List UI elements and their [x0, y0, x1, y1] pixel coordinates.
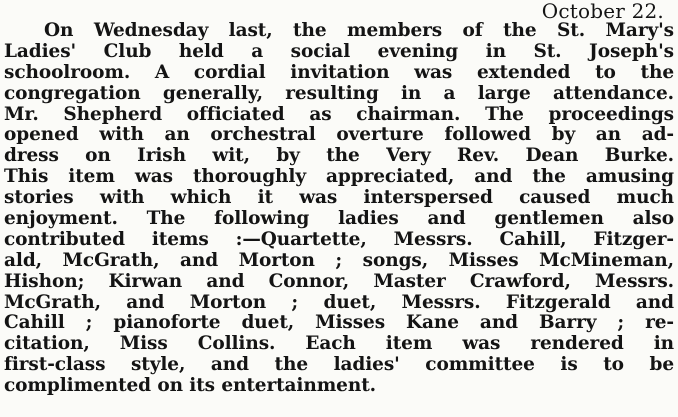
- article-line: Cahill ; pianoforte duet, Misses Kane and Barry ; re-: [4, 312, 674, 334]
- article-line: complimented on its entertainment.: [4, 375, 376, 397]
- article-line: enjoyment. The following ladies and gentlemen also: [4, 208, 674, 230]
- article-line: dress on Irish wit, by the Very Rev. Dean Burke.: [4, 145, 674, 167]
- article-line: Hishon; Kirwan and Connor, Master Crawford, Messrs.: [4, 270, 674, 292]
- article-line: Ladies' Club held a social evening in St. Joseph's: [4, 40, 674, 62]
- article-line: contributed items :—Quartette, Messrs. Cahill, Fitzger-: [4, 228, 674, 250]
- article-line: This item was thoroughly appreciated, and the amusing: [4, 166, 674, 188]
- article-line: stories with which it was interspersed caused much: [4, 187, 674, 209]
- article-body: [4, 21, 674, 397]
- article-line: opened with an orchestral overture followed by an ad-: [4, 124, 674, 146]
- article-line: On Wednesday last, the members of the St. Mary's: [44, 20, 674, 41]
- article-line: McGrath, and Morton ; duet, Messrs. Fitzgerald and: [4, 291, 674, 313]
- article-line: citation, Miss Collins. Each item was rendered in: [4, 333, 674, 355]
- dateline: October 22.: [541, 0, 664, 23]
- article-line: first-class style, and the ladies' committee is to be: [4, 354, 674, 376]
- article-line: Mr. Shepherd officiated as chairman. The proceedings: [4, 103, 674, 125]
- article-line: congregation generally, resulting in a large attendance.: [4, 82, 674, 104]
- article-line: ald, McGrath, and Morton ; songs, Misses McMineman,: [4, 249, 674, 271]
- article-line: schoolroom. A cordial invitation was extended to the: [4, 61, 674, 83]
